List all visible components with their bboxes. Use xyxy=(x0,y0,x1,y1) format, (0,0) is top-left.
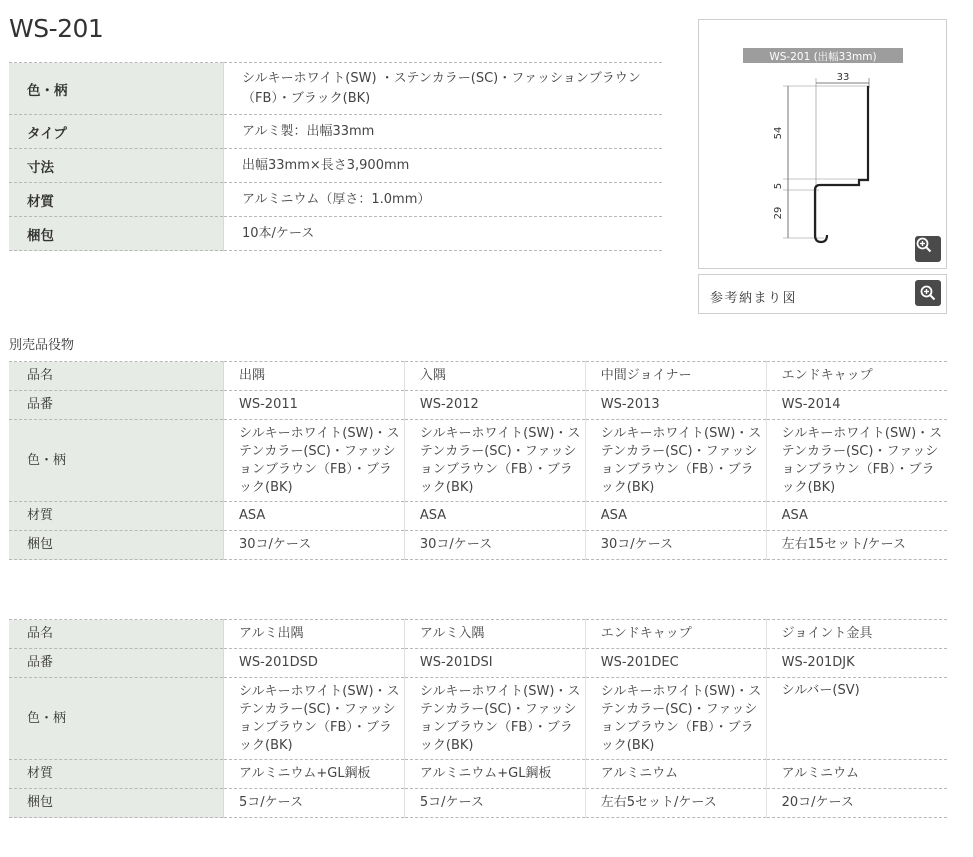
cell-name: 出隅 xyxy=(224,362,405,391)
cell-packing: 左右5セット/ケース xyxy=(585,789,766,818)
cell-name: 入隅 xyxy=(404,362,585,391)
row-label: 材質 xyxy=(9,502,224,531)
cell-packing: 30コ/ケース xyxy=(404,531,585,560)
cell-material: アルミニウム+GL鋼板 xyxy=(224,760,405,789)
row-label: 品番 xyxy=(9,391,224,420)
cell-material: ASA xyxy=(766,502,947,531)
dim-29-label: 29 xyxy=(773,206,784,220)
cell-material: アルミニウム xyxy=(766,760,947,789)
row-label: 品名 xyxy=(9,620,224,649)
table-row xyxy=(9,362,947,391)
zoom-in-icon xyxy=(915,236,933,254)
dim-54-label: 54 xyxy=(773,126,784,140)
accessories-table xyxy=(9,619,947,818)
cell-material: ASA xyxy=(224,502,405,531)
cell-packing: 30コ/ケース xyxy=(224,531,405,560)
cell-color: シルキーホワイト(SW)・ステンカラー(SC)・ファッションブラウン（FB）・ブラック(BK) xyxy=(585,678,766,760)
spec-label: 材質 xyxy=(9,183,224,217)
cell-name: 中間ジョイナー xyxy=(585,362,766,391)
cell-color: シルキーホワイト(SW)・ステンカラー(SC)・ファッションブラウン（FB）・ブラック(BK) xyxy=(224,420,405,502)
cell-color: シルキーホワイト(SW)・ステンカラー(SC)・ファッションブラウン（FB）・ブラック(BK) xyxy=(766,420,947,502)
cell-color: シルバー(SV) xyxy=(766,678,947,760)
cell-code: WS-201DSI xyxy=(404,649,585,678)
cell-name: エンドキャップ xyxy=(766,362,947,391)
row-label: 品番 xyxy=(9,649,224,678)
zoom-in-icon xyxy=(919,284,937,302)
table-row xyxy=(9,620,947,649)
table-row xyxy=(9,391,947,420)
accessories-table xyxy=(9,361,947,560)
reference-drawing-link[interactable] xyxy=(698,274,947,314)
cell-code: WS-2013 xyxy=(585,391,766,420)
cell-packing: 30コ/ケース xyxy=(585,531,766,560)
table-row xyxy=(9,760,947,789)
cell-code: WS-201DJK xyxy=(766,649,947,678)
cell-name: エンドキャップ xyxy=(585,620,766,649)
cell-packing: 5コ/ケース xyxy=(224,789,405,818)
cell-material: アルミニウム xyxy=(585,760,766,789)
spec-label: 色・柄 xyxy=(9,63,224,115)
spec-row-color xyxy=(9,63,662,115)
spec-row-type xyxy=(9,115,662,149)
row-label: 色・柄 xyxy=(9,420,224,502)
row-label: 梱包 xyxy=(9,531,224,560)
cell-color: シルキーホワイト(SW)・ステンカラー(SC)・ファッションブラウン（FB）・ブラック(BK) xyxy=(224,678,405,760)
spec-value: アルミニウム（厚さ：1.0mm） xyxy=(224,183,663,217)
zoom-in-button[interactable] xyxy=(915,236,941,262)
cell-packing: 5コ/ケース xyxy=(404,789,585,818)
cell-packing: 左右15セット/ケース xyxy=(766,531,947,560)
cell-name: ジョイント金具 xyxy=(766,620,947,649)
dim-width-label: 33 xyxy=(836,72,850,83)
spec-table xyxy=(9,62,662,251)
table-row xyxy=(9,420,947,502)
profile-shape xyxy=(815,86,868,242)
cell-name: アルミ出隅 xyxy=(224,620,405,649)
cell-material: アルミニウム+GL鋼板 xyxy=(404,760,585,789)
row-label: 色・柄 xyxy=(9,678,224,760)
cell-material: ASA xyxy=(585,502,766,531)
spec-row-material xyxy=(9,183,662,217)
accessories-heading: 別売品役物 xyxy=(9,338,75,353)
dim-5-label: 5 xyxy=(773,182,784,190)
row-label: 材質 xyxy=(9,760,224,789)
cell-packing: 20コ/ケース xyxy=(766,789,947,818)
zoom-in-button[interactable] xyxy=(915,280,941,306)
cell-code: WS-2012 xyxy=(404,391,585,420)
row-label: 梱包 xyxy=(9,789,224,818)
table-row xyxy=(9,531,947,560)
profile-drawing xyxy=(699,20,946,268)
spec-value: 10本/ケース xyxy=(224,217,663,251)
cell-material: ASA xyxy=(404,502,585,531)
drawing-caption: WS-201 (出幅33mm) xyxy=(769,51,877,63)
section-drawing[interactable] xyxy=(698,19,947,269)
cell-color: シルキーホワイト(SW)・ステンカラー(SC)・ファッションブラウン（FB）・ブラック(BK) xyxy=(404,420,585,502)
table-row xyxy=(9,502,947,531)
spec-row-packing xyxy=(9,217,662,251)
reference-label: 参考納まり図 xyxy=(710,291,798,306)
spec-value: 出幅33mm×長さ3,900mm xyxy=(224,149,663,183)
cell-code: WS-2011 xyxy=(224,391,405,420)
table-row xyxy=(9,649,947,678)
spec-row-size xyxy=(9,149,662,183)
page-title: WS-201 xyxy=(9,14,104,43)
cell-name: アルミ入隅 xyxy=(404,620,585,649)
cell-color: シルキーホワイト(SW)・ステンカラー(SC)・ファッションブラウン（FB）・ブラック(BK) xyxy=(404,678,585,760)
cell-code: WS-201DEC xyxy=(585,649,766,678)
table-row xyxy=(9,678,947,760)
spec-label: 梱包 xyxy=(9,217,224,251)
spec-value: アルミ製：出幅33mm xyxy=(224,115,663,149)
cell-code: WS-2014 xyxy=(766,391,947,420)
cell-color: シルキーホワイト(SW)・ステンカラー(SC)・ファッションブラウン（FB）・ブラック(BK) xyxy=(585,420,766,502)
spec-label: 寸法 xyxy=(9,149,224,183)
cell-code: WS-201DSD xyxy=(224,649,405,678)
table-row xyxy=(9,789,947,818)
spec-label: タイプ xyxy=(9,115,224,149)
spec-value: シルキーホワイト(SW) ・ステンカラー(SC)・ファッションブラウン（FB）・ブラック(BK) xyxy=(224,63,663,115)
row-label: 品名 xyxy=(9,362,224,391)
